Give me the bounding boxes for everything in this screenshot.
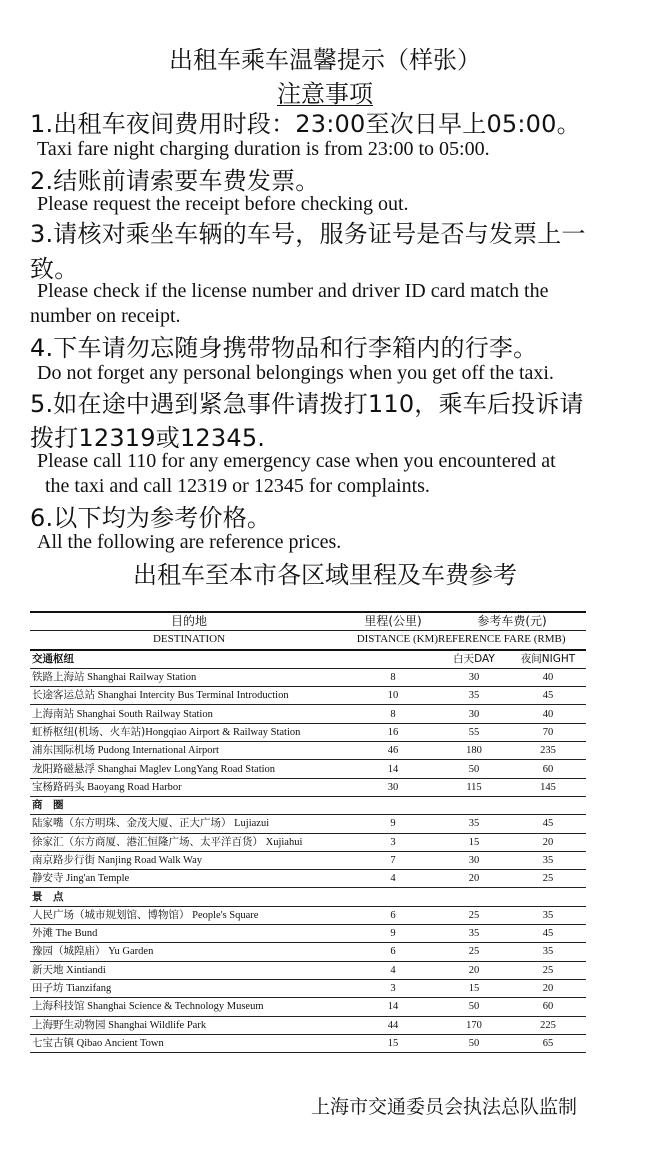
- day-fare-cell: 30: [438, 705, 510, 723]
- night-fare-cell: 35: [510, 851, 586, 869]
- day-fare-cell: 180: [438, 742, 510, 760]
- night-fare-cell: 45: [510, 687, 586, 705]
- day-fare-label: 白天DAY: [438, 650, 510, 669]
- day-fare-cell: 20: [438, 870, 510, 888]
- night-fare-cell: 70: [510, 723, 586, 741]
- notice-3-cn-line1: 3.请核对乘坐车辆的车号，服务证号是否与发票上一: [30, 220, 586, 248]
- destination-row: [30, 687, 586, 705]
- distance-cell: 8: [348, 705, 438, 723]
- destination-cell: [30, 961, 348, 979]
- destination-row: [30, 906, 586, 924]
- destination-name-cn: 长途客运总站: [32, 689, 95, 702]
- distance-cell: 8: [348, 668, 438, 686]
- destination-cell: [30, 870, 348, 888]
- category-name: 商 圈: [30, 796, 348, 814]
- destination-row: [30, 943, 586, 961]
- destination-name-en: Xintiandi: [63, 964, 106, 976]
- destination-name-cn: 人民广场（城市规划馆、博物馆）: [32, 908, 190, 921]
- destination-name-en: Nanjing Road Walk Way: [95, 855, 202, 866]
- destination-row: [30, 998, 586, 1016]
- destination-cell: [30, 815, 348, 833]
- destination-cell: [30, 705, 348, 723]
- night-fare-cell: 60: [510, 998, 586, 1016]
- destination-cell: [30, 979, 348, 997]
- category-blank: [348, 650, 438, 669]
- day-fare-cell: 55: [438, 723, 510, 741]
- distance-cell: 16: [348, 723, 438, 741]
- notice-3-cn-line2: 致。: [30, 255, 79, 283]
- notice-5-en-line1: Please call 110 for any emergency case when you encountered at: [37, 450, 556, 472]
- day-fare-cell: 25: [438, 906, 510, 924]
- destination-name-en: Shanghai Science & Technology Museum: [84, 1001, 264, 1013]
- destination-cell: [30, 998, 348, 1016]
- destination-row: [30, 742, 586, 760]
- category-name: 交通枢纽: [30, 650, 348, 669]
- notice-6-en: All the following are reference prices.: [37, 531, 342, 553]
- destination-name-cn: 南京路步行街: [32, 854, 95, 866]
- destination-row: [30, 705, 586, 723]
- destination-name-en: People's Square: [189, 909, 259, 921]
- distance-cell: 7: [348, 851, 438, 869]
- distance-cell: 6: [348, 943, 438, 961]
- notice-1-en: Taxi fare night charging duration is from 23:00 to 05:00.: [37, 138, 490, 160]
- header-row-en: [30, 631, 586, 650]
- destination-cell: [30, 851, 348, 869]
- category-blank: [438, 888, 510, 906]
- destination-name-en: Shanghai Intercity Bus Terminal Introduction: [95, 690, 289, 702]
- destination-row: [30, 833, 586, 851]
- destination-name-en: Qibao Ancient Town: [74, 1037, 164, 1049]
- day-fare-cell: 25: [438, 943, 510, 961]
- notice-2-cn: 2.结账前请索要车费发票。: [30, 167, 320, 195]
- notice-6-cn: 6.以下均为参考价格。: [30, 504, 272, 532]
- day-fare-cell: 30: [438, 668, 510, 686]
- destination-row: [30, 760, 586, 778]
- destination-row: [30, 1016, 586, 1034]
- day-fare-cell: 50: [438, 1034, 510, 1052]
- header-row-cn: [30, 612, 586, 631]
- destination-name-cn: 豫园（城隍庙）: [32, 945, 106, 958]
- night-fare-cell: 25: [510, 961, 586, 979]
- distance-cell: 15: [348, 1034, 438, 1052]
- category-row: [30, 650, 586, 669]
- destination-cell: [30, 760, 348, 778]
- destination-cell: [30, 943, 348, 961]
- category-name: 景 点: [30, 888, 348, 906]
- category-blank: [438, 796, 510, 814]
- destination-name-cn: 上海南站: [32, 707, 74, 720]
- category-blank: [510, 888, 586, 906]
- day-fare-cell: 20: [438, 961, 510, 979]
- destination-row: [30, 870, 586, 888]
- destination-name-en: Shanghai South Railway Station: [74, 708, 213, 720]
- night-fare-label: 夜间NIGHT: [510, 650, 586, 669]
- distance-cell: 9: [348, 815, 438, 833]
- notice-4-en: Do not forget any personal belongings when you get off the taxi.: [37, 362, 554, 384]
- destination-name-en: Jing'an Temple: [63, 873, 130, 885]
- header-distance-cn: 里程(公里): [348, 612, 438, 631]
- night-fare-cell: 35: [510, 943, 586, 961]
- destination-name-en: Hongqiao Airport & Railway Station: [145, 726, 301, 738]
- destination-name-en: Baoyang Road Harbor: [84, 781, 182, 793]
- night-fare-cell: 20: [510, 979, 586, 997]
- night-fare-cell: 60: [510, 760, 586, 778]
- day-fare-cell: 170: [438, 1016, 510, 1034]
- notice-subtitle: 注意事项: [277, 80, 373, 108]
- category-blank: [348, 796, 438, 814]
- day-fare-cell: 15: [438, 979, 510, 997]
- destination-cell: [30, 742, 348, 760]
- destination-name-en: Shanghai Wildlife Park: [105, 1019, 207, 1031]
- day-fare-cell: 15: [438, 833, 510, 851]
- destination-name-cn: 田子坊: [32, 982, 64, 995]
- category-row: [30, 888, 586, 906]
- destination-name-cn: 新天地: [32, 963, 64, 976]
- header-fare-cn: 参考车费(元): [438, 612, 586, 631]
- header-destination-en: DESTINATION: [30, 631, 348, 650]
- distance-cell: 46: [348, 742, 438, 760]
- distance-cell: 14: [348, 760, 438, 778]
- destination-row: [30, 961, 586, 979]
- notice-1-cn: 1.出租车夜间费用时段：23:00至次日早上05:00。: [30, 110, 581, 138]
- destination-row: [30, 979, 586, 997]
- destination-cell: [30, 833, 348, 851]
- day-fare-cell: 35: [438, 687, 510, 705]
- destination-name-en: Pudong International Airport: [95, 745, 219, 757]
- destination-cell: [30, 925, 348, 943]
- distance-cell: 3: [348, 833, 438, 851]
- distance-cell: 4: [348, 870, 438, 888]
- destination-name-cn: 外滩: [32, 927, 53, 940]
- night-fare-cell: 45: [510, 925, 586, 943]
- day-fare-cell: 35: [438, 815, 510, 833]
- day-fare-cell: 115: [438, 778, 510, 796]
- day-fare-cell: 50: [438, 998, 510, 1016]
- category-blank: [510, 796, 586, 814]
- distance-cell: 9: [348, 925, 438, 943]
- notice-title: 出租车乘车温馨提示（样张）: [169, 46, 481, 74]
- notice-5-cn-line2: 拨打12319或12345.: [30, 424, 266, 452]
- distance-cell: 4: [348, 961, 438, 979]
- notice-3-en-line1: Please check if the license number and driver ID card match the: [37, 280, 549, 302]
- day-fare-cell: 35: [438, 925, 510, 943]
- night-fare-cell: 40: [510, 668, 586, 686]
- night-fare-cell: 145: [510, 778, 586, 796]
- destination-name-en: Shanghai Maglev LongYang Road Station: [95, 763, 276, 775]
- destination-name-cn: 上海科技馆: [32, 1000, 85, 1013]
- destination-name-cn: 铁路上海站: [32, 671, 85, 684]
- destination-cell: [30, 723, 348, 741]
- destination-name-en: Lujiazui: [231, 818, 270, 830]
- issuer-footer: 上海市交通委员会执法总队监制: [311, 1096, 578, 1118]
- distance-cell: 14: [348, 998, 438, 1016]
- fare-table-body: [30, 612, 586, 1053]
- distance-cell: 30: [348, 778, 438, 796]
- destination-row: [30, 668, 586, 686]
- notice-4-cn: 4.下车请勿忘随身携带物品和行李箱内的行李。: [30, 334, 538, 362]
- night-fare-cell: 65: [510, 1034, 586, 1052]
- header-fare-en: REFERENCE FARE (RMB): [438, 631, 586, 650]
- destination-name-cn: 浦东国际机场: [32, 744, 95, 757]
- distance-cell: 3: [348, 979, 438, 997]
- destination-cell: [30, 906, 348, 924]
- destination-cell: [30, 1034, 348, 1052]
- night-fare-cell: 40: [510, 705, 586, 723]
- destination-cell: [30, 1016, 348, 1034]
- destination-name-cn: 上海野生动物园: [32, 1018, 106, 1031]
- header-distance-en: DISTANCE (KM): [348, 631, 438, 650]
- destination-name-cn: 虹桥枢纽(机场、火车站): [32, 725, 146, 738]
- destination-name-cn: 宝杨路码头: [32, 780, 85, 793]
- destination-cell: [30, 668, 348, 686]
- day-fare-cell: 50: [438, 760, 510, 778]
- night-fare-cell: 225: [510, 1016, 586, 1034]
- destination-name-en: Xujiahui: [263, 836, 303, 848]
- distance-cell: 10: [348, 687, 438, 705]
- notice-2-en: Please request the receipt before checking out.: [37, 193, 409, 215]
- destination-name-cn: 陆家嘴（东方明珠、金茂大厦、正大广场）: [32, 817, 232, 830]
- destination-name-en: Yu Garden: [105, 946, 154, 958]
- night-fare-cell: 25: [510, 870, 586, 888]
- destination-row: [30, 778, 586, 796]
- day-fare-cell: 30: [438, 851, 510, 869]
- notice-3-en-line2: number on receipt.: [30, 305, 181, 327]
- destination-row: [30, 723, 586, 741]
- destination-name-en: Tianzifang: [63, 983, 112, 995]
- notice-5-en-line2: the taxi and call 12319 or 12345 for complaints.: [45, 475, 430, 497]
- destination-name-cn: 龙阳路磁悬浮: [32, 762, 95, 775]
- destination-name-cn: 静安寺: [32, 872, 64, 885]
- destination-name-cn: 七宝古镇: [32, 1036, 74, 1049]
- night-fare-cell: 35: [510, 906, 586, 924]
- destination-cell: [30, 778, 348, 796]
- night-fare-cell: 45: [510, 815, 586, 833]
- destination-row: [30, 1034, 586, 1052]
- night-fare-cell: 20: [510, 833, 586, 851]
- category-row: [30, 796, 586, 814]
- destination-name-cn: 徐家汇（东方商厦、港汇恒隆广场、太平洋百货）: [32, 835, 263, 848]
- category-blank: [348, 888, 438, 906]
- notice-5-cn-line1: 5.如在途中遇到紧急事件请拨打110，乘车后投诉请: [30, 390, 584, 418]
- destination-cell: [30, 687, 348, 705]
- destination-name-en: The Bund: [53, 928, 98, 940]
- distance-cell: 6: [348, 906, 438, 924]
- fare-table: [30, 611, 586, 1053]
- distance-cell: 44: [348, 1016, 438, 1034]
- destination-row: [30, 925, 586, 943]
- destination-row: [30, 815, 586, 833]
- fare-table-title: 出租车至本市各区域里程及车费参考: [133, 561, 517, 589]
- destination-name-en: Shanghai Railway Station: [84, 672, 197, 684]
- destination-row: [30, 851, 586, 869]
- night-fare-cell: 235: [510, 742, 586, 760]
- header-destination-cn: 目的地: [30, 612, 348, 631]
